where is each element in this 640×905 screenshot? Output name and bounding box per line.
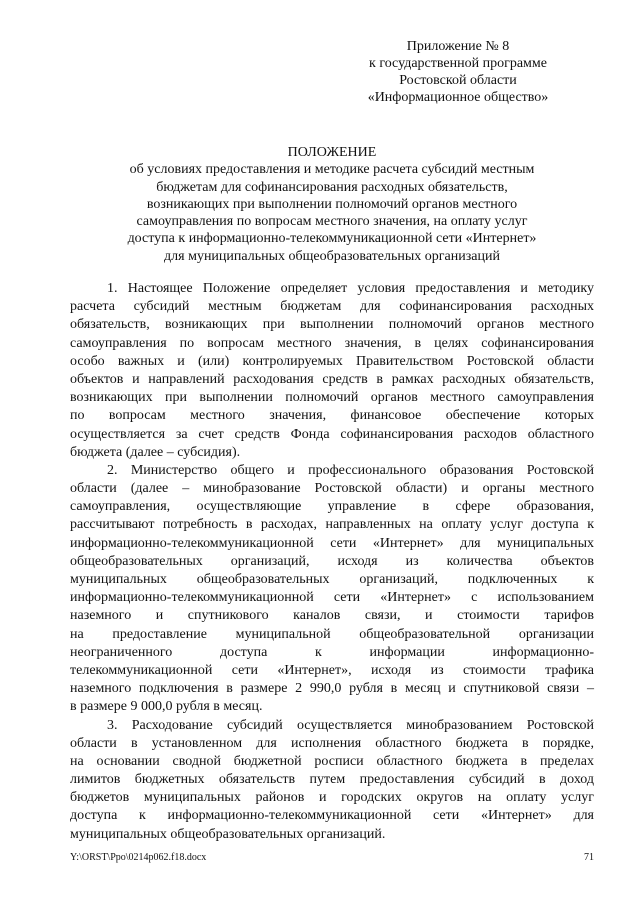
paragraph-line: осуществляется за счет средств Фонда софинансирования расходов областного (70, 426, 594, 442)
title-line: доступа к информационно-телекоммуникационной сети «Интернет» (127, 231, 537, 247)
paragraph-line: области (далее – минобразование Ростовской области) и органы местного (70, 481, 594, 497)
paragraph-line: телекоммуникационной сети «Интернет», исходя из стоимости трафика (70, 662, 594, 678)
title-line: об условиях предоставления и методике расчета субсидий местным (129, 162, 535, 178)
paragraph-line: наземного и спутникового каналов связи, и стоимости тарифов (70, 608, 594, 624)
paragraph (70, 280, 594, 462)
paragraph-line: обязательств, возникающих при выполнении полномочий органов местного (70, 317, 594, 333)
document-body (70, 280, 594, 844)
paragraph (70, 717, 594, 844)
appendix-line: «Информационное общество» (367, 90, 549, 105)
paragraph-line: общеобразовательных организаций, исходя из количества объектов (70, 553, 594, 569)
paragraph-line: бюджетов муниципальных районов и городских округов на оплату услуг (70, 790, 594, 806)
paragraph-line: 1. Настоящее Положение определяет условия предоставления и методику (107, 281, 594, 296)
paragraph-line: 2. Министерство общего и профессионального образования Ростовской (107, 462, 594, 478)
title-line: самоуправления по вопросам местного значения, на оплату услуг (136, 214, 528, 230)
appendix-line: к государственной программе (369, 56, 547, 71)
appendix-line: Приложение № 8 (406, 39, 510, 54)
paragraph-line: муниципальных общеобразовательных организаций. (70, 826, 386, 842)
paragraph-line: информационно-телекоммуникационной сети «Интернет» для муниципальных (70, 535, 594, 551)
paragraph-line: информационно-телекоммуникационной сети «Интернет» с использованием (70, 590, 594, 606)
title-line: возникающих при выполнении полномочий органов местного (146, 196, 518, 212)
paragraph-line: доступа к информационно-телекоммуникационной сети «Интернет» для (70, 808, 594, 824)
paragraph-line: на основании сводной бюджетной росписи областного бюджета в пределах (70, 753, 594, 769)
paragraph-line: на предоставление муниципальной общеобразовательной организации (70, 626, 594, 642)
paragraph-line: 3. Расходование субсидий осуществляется минобразованием Ростовской (107, 717, 594, 733)
paragraph-line: возникающих при выполнении полномочий органов местного самоуправления (70, 390, 594, 406)
title-line: бюджетам для софинансирования расходных обязательств, (156, 179, 508, 195)
paragraph-line: лимитов бюджетных обязательств путем предоставления субсидий в доход (70, 772, 594, 788)
page-number: 71 (584, 852, 594, 863)
paragraph-line: области в установленном для исполнения областного бюджета в порядке, (70, 735, 594, 751)
title-line: для муниципальных общеобразовательных организаций (164, 248, 500, 264)
paragraph-line: муниципальных общеобразовательных организаций, подключенных к (70, 572, 594, 587)
paragraph-line: рассчитывают потребность в расходах, направленных на оплату услуг доступа к (70, 517, 594, 533)
paragraph-line: расчета субсидий местным бюджетам для софинансирования расходных (70, 299, 594, 315)
paragraph-line: в размере 9 000,0 рубля в месяц. (70, 699, 263, 715)
paragraph-line: бюджета (далее – субсидия). (70, 444, 241, 460)
paragraph-line: объектов и направлений расходования средств в рамках расходных обязательств, (70, 371, 594, 387)
paragraph-line: особо важных и (или) контролируемых Правительством Ростовской области (70, 353, 594, 369)
paragraph-line: наземного подключения в размере 2 990,0 рубля в месяц и спутниковой связи – (70, 681, 594, 697)
document-title (100, 144, 564, 265)
paragraph-line: по вопросам местного значения, финансовое обеспечение которых (70, 408, 594, 424)
paragraph (70, 462, 594, 717)
paragraph-line: неограниченного доступа к информации информационно- (70, 644, 594, 660)
paragraph-line: самоуправления, осуществляющие управление в сфере образования, (70, 499, 594, 515)
appendix-header (328, 38, 588, 106)
title-line: ПОЛОЖЕНИЕ (287, 145, 377, 160)
paragraph-line: самоуправления по вопросам местного значения, в целях софинансирования (70, 335, 594, 351)
file-path: Y:\ORST\Ppo\0214p062.f18.docx (70, 852, 207, 863)
appendix-line: Ростовской области (399, 73, 517, 88)
